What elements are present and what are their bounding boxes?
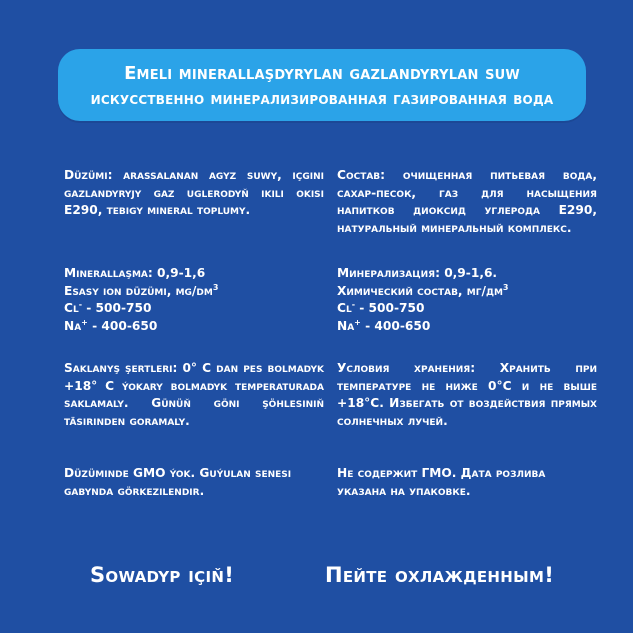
- composition-russian: Состав: очищенная питьевая вода, сахар-песок, газ для насыщения напитков диоксид углерода Е290, натуральный минеральный комплекс.: [337, 168, 597, 235]
- title-banner: [58, 49, 586, 121]
- title-turkmen: Emeli minerallaşdyrylan gazlandyrylan suw: [124, 63, 520, 84]
- mineral-info-russian: [337, 265, 597, 335]
- storage-turkmen: Saklanyş şertleri: 0° C dan pes bolmadyk +18° C ýokary bolmadyk temperaturada saklamaly. Günüň göni şöhlesiniň täsirinden goramaly.: [64, 361, 324, 428]
- chemical-composition-label: Химический состав, $мг/дм^3$: [337, 282, 509, 298]
- mineral-info-turkmen: [64, 265, 324, 335]
- storage-russian: Условия хранения: Хранить при температуре не ниже 0°C и не выше +18°C. Избегать от воздействия прямых солнечных лучей.: [337, 361, 597, 428]
- composition-turkmen: Düzümi: arassalanan agyz suwy, içgini gazlandyryjy gaz uglerodyň ikili okisi E290, tebigy mineral toplumy.: [64, 168, 324, 217]
- footer-turkmen: Sowadyp içiň!: [90, 563, 235, 587]
- gmo-info-russian: Не содержит ГМО. Дата розлива указана на упаковке.: [337, 466, 546, 498]
- footer-russian: Пейте охлажденным!: [325, 563, 555, 587]
- sodium-value: Na+ - 400-650: [64, 317, 158, 333]
- chloride-value: Cl- - 500-750: [64, 299, 152, 315]
- mineralization-value: Минерализация: 0,9-1,6.: [337, 266, 498, 280]
- title-russian: искусственно минерализированная газированная вода: [90, 89, 554, 109]
- sodium-value: Na+ - 400-650: [337, 317, 431, 333]
- gmo-info-turkmen: Düzüminde GMO ýok. Guýulan senesi gabynda görkezilendir.: [64, 466, 292, 498]
- mineralization-value: Minerallaşma: 0,9-1,6: [64, 266, 206, 280]
- chloride-value: Cl- - 500-750: [337, 299, 425, 315]
- ion-composition-label: Esasy ion düzümi, $mg/dm^3$: [64, 282, 219, 298]
